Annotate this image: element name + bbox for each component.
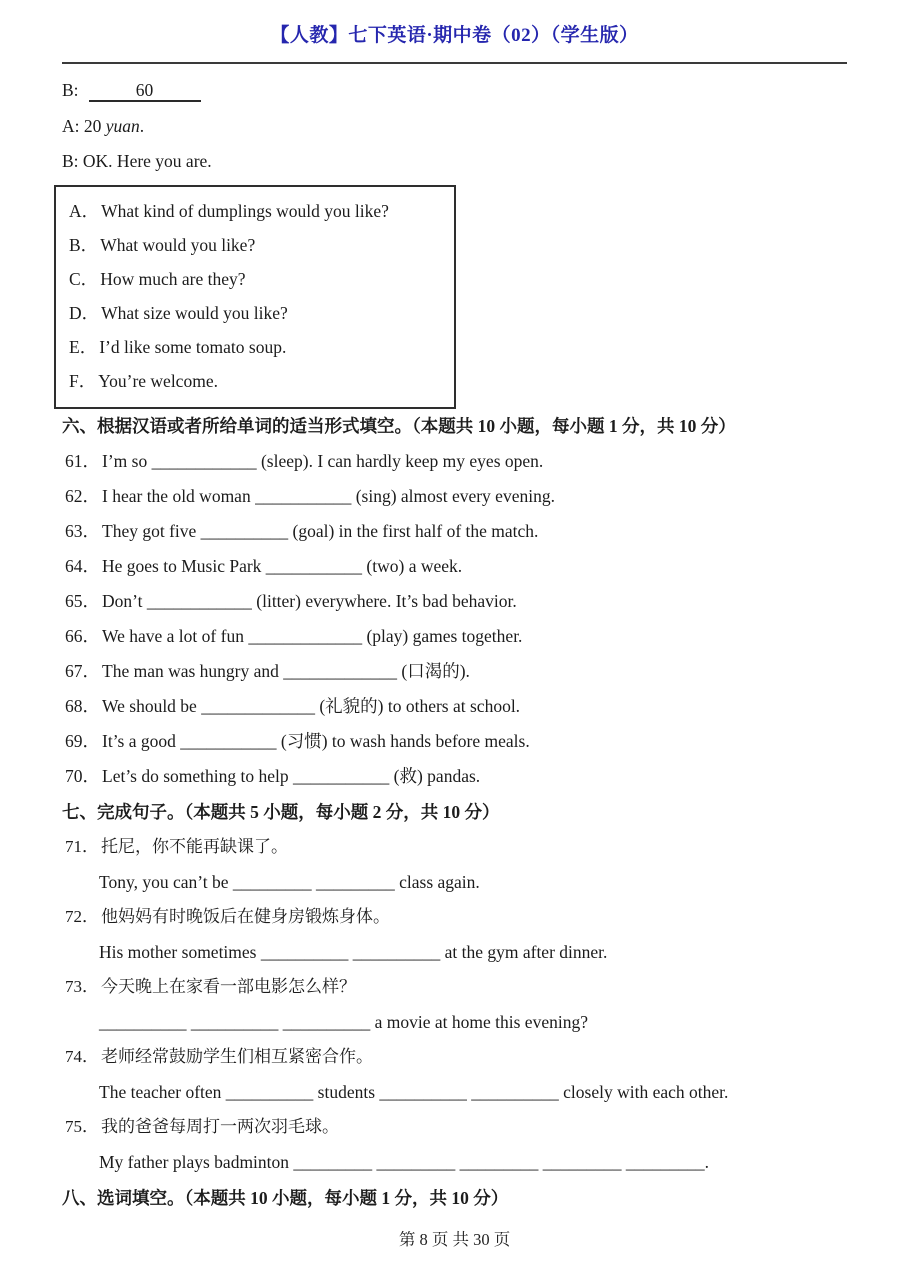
question-item [62, 590, 847, 612]
option-text: How much are they? [100, 269, 246, 289]
option-item [69, 228, 448, 262]
question-number: 74． [65, 1047, 99, 1066]
dialogue-line-b-blank [62, 79, 847, 102]
question-number: 72． [65, 907, 99, 926]
section6-heading: 六、根据汉语或者所给单词的适当形式填空。（本题共 10 小题，每小题 1 分，共 10 分） [62, 416, 736, 436]
question-item [62, 450, 847, 472]
question-item [62, 1046, 847, 1068]
option-letter: D． [69, 303, 100, 323]
question-item [62, 836, 847, 858]
dialogue-italic-word: yuan [105, 116, 140, 136]
question-text: He goes to Music Park ___________ (two) a week. [102, 556, 463, 576]
question-text: I’m so ____________ (sleep). I can hardly keep my eyes open. [102, 451, 544, 471]
question-text: The man was hungry and _____________ (口渴的). [102, 661, 470, 681]
option-letter: C． [69, 269, 99, 289]
dialogue-text: A: 20 [62, 116, 106, 136]
option-text: What kind of dumplings would you like? [101, 201, 389, 221]
option-letter: B． [69, 235, 99, 255]
question-number: 68． [65, 696, 100, 716]
question-item [62, 660, 847, 682]
question-answer-line: His mother sometimes __________ __________ at the gym after dinner. [99, 942, 608, 962]
question-number: 65． [65, 591, 100, 611]
option-letter: F． [69, 371, 97, 391]
question-item [62, 520, 847, 542]
question-answer-line: Tony, you can’t be _________ _________ class again. [99, 872, 480, 892]
page-number: 第 8 页 共 30 页 [398, 1230, 511, 1249]
question-item [62, 730, 847, 752]
option-text: You’re welcome. [98, 371, 218, 391]
question-item [62, 625, 847, 647]
question-number: 67． [65, 661, 100, 681]
section7-heading: 七、完成句子。（本题共 5 小题，每小题 2 分，共 10 分） [62, 802, 500, 822]
question-text: Don’t ____________ (litter) everywhere. It’s bad behavior. [102, 591, 517, 611]
question-chinese: 我的爸爸每周打一两次羽毛球。 [101, 1117, 339, 1136]
question-number: 75． [65, 1117, 99, 1136]
blank-value: 60 [135, 80, 154, 100]
question-answer-line: The teacher often __________ students __________ __________ closely with each other. [99, 1082, 729, 1102]
question-chinese: 托尼，你不能再缺课了。 [101, 837, 288, 856]
question-chinese: 今天晚上在家看一部电影怎么样？ [101, 977, 356, 996]
page-title: 【人教】七下英语·期中卷（02）（学生版） [270, 25, 639, 46]
dialogue-line-b-ok: B: OK. Here you are. [62, 151, 212, 171]
question-text: Let’s do something to help ___________ (救) pandas. [102, 766, 481, 786]
question-text: We have a lot of fun _____________ (play) games together. [102, 626, 523, 646]
speaker-label: B: [62, 80, 79, 100]
option-item [69, 330, 448, 364]
question-number: 71． [65, 837, 99, 856]
option-item [69, 364, 448, 398]
option-item [69, 296, 448, 330]
question-item [62, 1116, 847, 1138]
question-answer-line: My father plays badminton _________ _________ _________ _________ _________. [99, 1152, 710, 1172]
option-item [69, 262, 448, 296]
question-text: I hear the old woman ___________ (sing) almost every evening. [102, 486, 555, 506]
options-box [54, 185, 456, 409]
section8-heading: 八、选词填空。（本题共 10 小题，每小题 1 分，共 10 分） [62, 1188, 509, 1208]
question-text: It’s a good ___________ (习惯) to wash hands before meals. [102, 731, 530, 751]
dialogue-line-a [62, 115, 847, 137]
question-number: 69． [65, 731, 100, 751]
question-item [62, 555, 847, 577]
question-item [62, 976, 847, 998]
dialogue-text: . [139, 116, 145, 136]
question-number: 61． [65, 451, 100, 471]
question-chinese: 老师经常鼓励学生们相互紧密合作。 [101, 1047, 373, 1066]
question-number: 66． [65, 626, 100, 646]
question-item [62, 485, 847, 507]
question-number: 70． [65, 766, 100, 786]
question-number: 62． [65, 486, 100, 506]
question-chinese: 他妈妈有时晚饭后在健身房锻炼身体。 [101, 907, 390, 926]
option-item [69, 194, 448, 228]
option-text: I’d like some tomato soup. [99, 337, 287, 357]
header-divider [62, 62, 847, 64]
question-number: 64． [65, 556, 100, 576]
option-letter: A． [69, 201, 100, 221]
option-text: What would you like? [100, 235, 256, 255]
question-number: 73． [65, 977, 99, 996]
question-answer-line: __________ __________ __________ a movie at home this evening? [99, 1012, 588, 1032]
question-text: We should be _____________ (礼貌的) to others at school. [102, 696, 521, 716]
question-item [62, 765, 847, 787]
question-item [62, 906, 847, 928]
dialogue-block [62, 79, 847, 172]
question-text: They got five __________ (goal) in the first half of the match. [102, 521, 539, 541]
answer-blank [89, 80, 201, 102]
question-item [62, 695, 847, 717]
option-text: What size would you like? [101, 303, 288, 323]
option-letter: E． [69, 337, 98, 357]
question-number: 63． [65, 521, 100, 541]
